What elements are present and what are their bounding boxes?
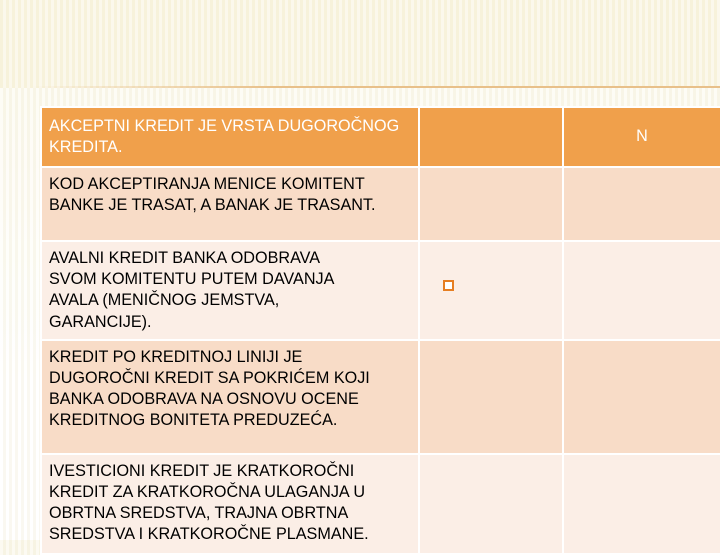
table-row	[41, 167, 720, 241]
statement-text: KREDIT PO KREDITNOJ LINIJI JE DUGOROČNI KREDIT SA POKRIĆEM KOJI BANKA ODOBRAVA NA OSNOVU OCENE KREDITNOG BONITETA PREDUZEĆA.	[49, 347, 370, 430]
statement-cell	[41, 167, 419, 241]
answer-cell	[419, 454, 563, 554]
mark-cell	[563, 340, 720, 454]
mark-text: N	[636, 127, 648, 146]
statement-text: AVALNI KREDIT BANKA ODOBRAVA SVOM KOMITENTU PUTEM DAVANJA AVALA (MENIČNOG JEMSTVA, GARANCIJE).	[49, 249, 334, 331]
statement-cell	[41, 241, 419, 340]
statement-cell	[41, 340, 419, 454]
mark-cell	[563, 241, 720, 340]
statement-cell	[41, 454, 419, 554]
mark-cell	[563, 167, 720, 241]
statement-text: KOD AKCEPTIRANJA MENICE KOMITENT BANKE JE TRASAT, A BANAK JE TRASANT.	[49, 175, 376, 215]
statement-text: IVESTICIONI KREDIT JE KRATKOROČNI KREDIT ZA KRATKOROČNA ULAGANJA U OBRTNA SREDSTVA, TRAJNA OBRTNA SREDSTVA I KRATKOROČNE PLASMANE.	[49, 461, 369, 544]
answer-cell	[419, 167, 563, 241]
title-band	[0, 0, 720, 88]
true-false-table	[40, 106, 720, 555]
mark-cell	[563, 107, 720, 167]
divider-line	[30, 86, 720, 88]
answer-cell	[419, 340, 563, 454]
answer-cell	[419, 241, 563, 340]
statement-cell	[41, 107, 419, 167]
answer-cell	[419, 107, 563, 167]
table-row	[41, 454, 720, 554]
square-bullet-icon	[443, 280, 454, 291]
statement-text: AKCEPTNI KREDIT JE VRSTA DUGOROČNOG KREDITA.	[49, 116, 400, 156]
table-header-row	[41, 107, 720, 167]
table-row	[41, 340, 720, 454]
table-row	[41, 241, 720, 340]
mark-cell	[563, 454, 720, 554]
